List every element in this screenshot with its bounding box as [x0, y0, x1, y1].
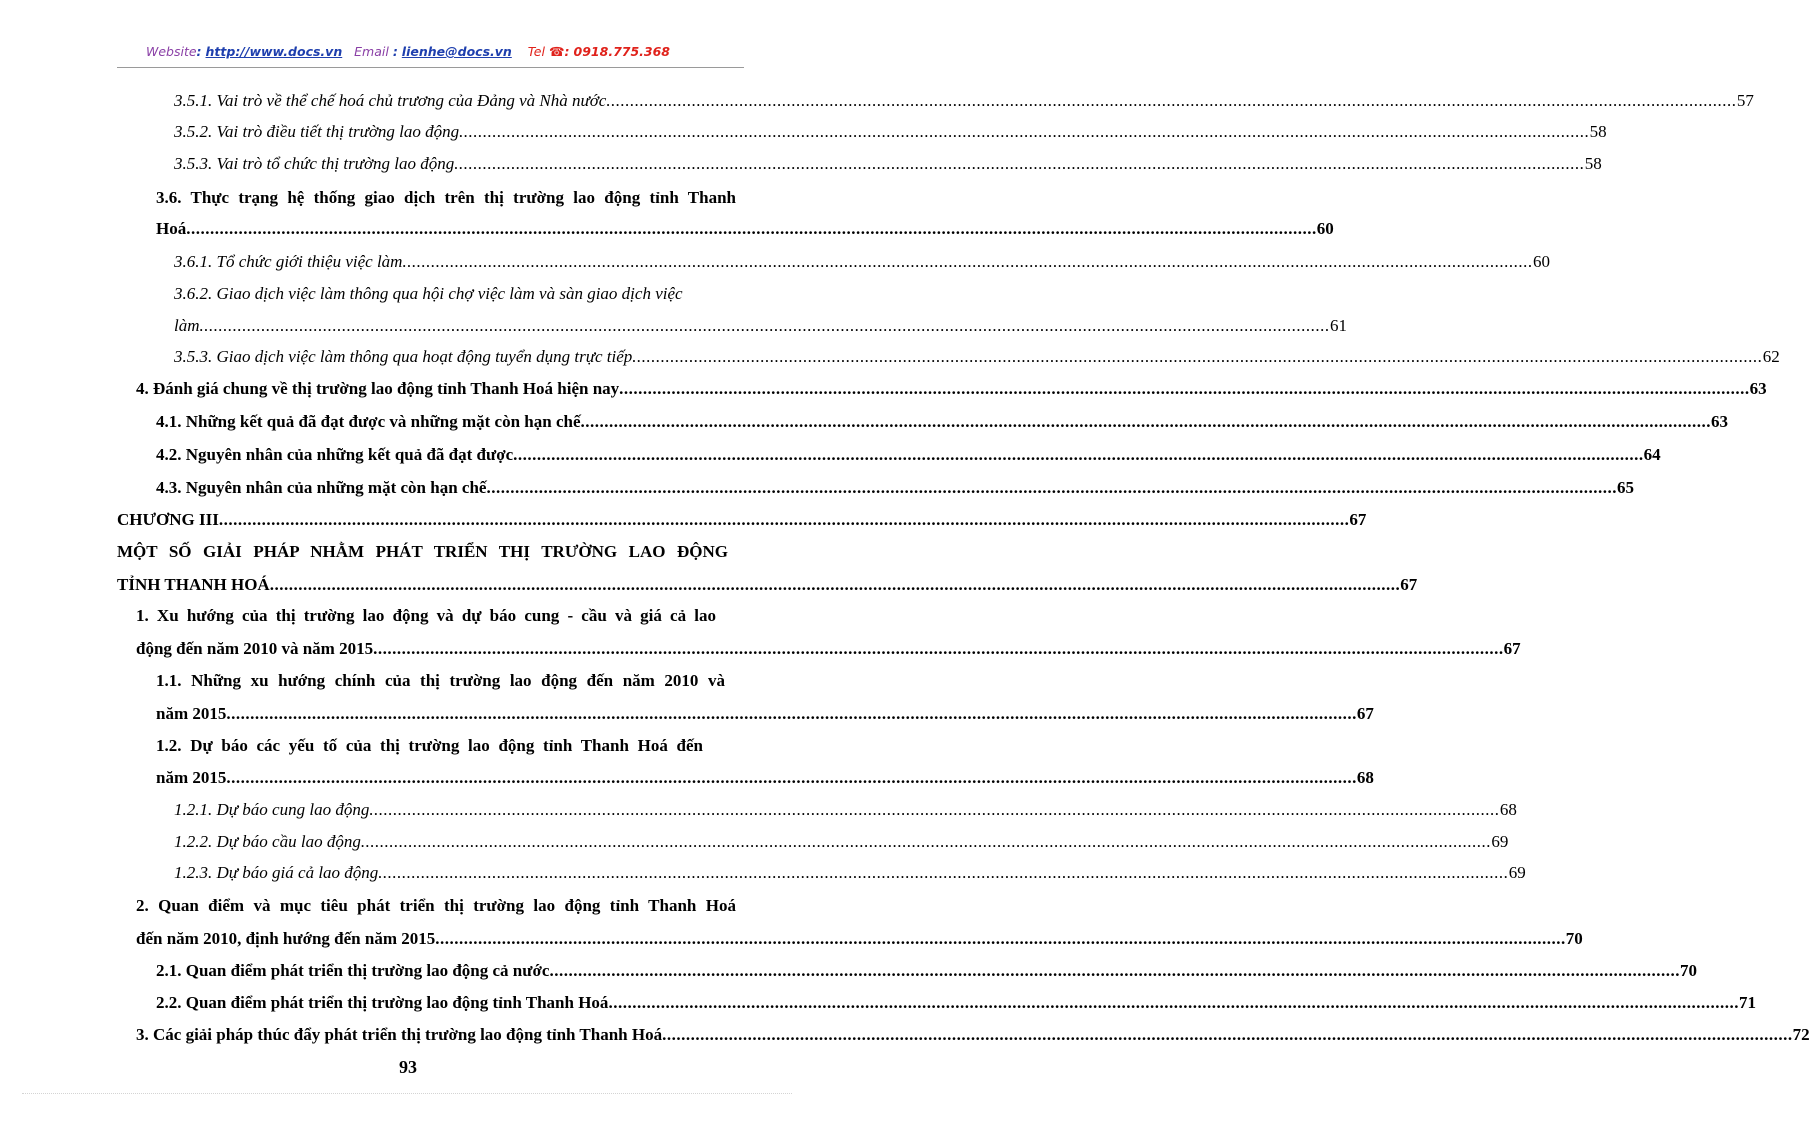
toc-entry[interactable]: 3.6. Thực trạng hệ thống giao dịch trên thị trường lao động tỉnh Thanh	[156, 188, 736, 207]
toc-page-number: 67	[1503, 639, 1521, 658]
phone-number: 0918.775.368	[573, 44, 671, 59]
toc-entry[interactable]: 1.2. Dự báo các yếu tố của thị trường lao động tỉnh Thanh Hoá đến	[156, 736, 703, 755]
toc-entry-continuation[interactable]: Hoá .............................................................................................................................................................................................................................................. 60	[156, 219, 1334, 238]
toc-entry[interactable]: 3.5.2. Vai trò điều tiết thị trường lao động .............................................................................................................................................................................................................................................. 58	[174, 122, 1607, 141]
toc-page-number: 67	[1349, 510, 1367, 529]
toc-entry[interactable]: 1.2.2. Dự báo cầu lao động .............................................................................................................................................................................................................................................. 69	[174, 832, 1509, 851]
toc-entry[interactable]: 3. Các giải pháp thúc đẩy phát triển thị trường lao động tỉnh Thanh Hoá .............................................................................................................................................................................................................................................. 72	[136, 1025, 1810, 1044]
toc-entry[interactable]: 2. Quan điểm và mục tiêu phát triển thị trường lao động tỉnh Thanh Hoá	[136, 896, 736, 915]
website-link[interactable]: http://www.docs.vn	[205, 44, 343, 59]
page-header: Website: http://www.docs.vn Email : lienhe@docs.vn Tel ☎: 0918.775.368	[145, 44, 671, 59]
toc-page-number: 69	[1508, 863, 1526, 882]
toc-page-number: 64	[1643, 445, 1661, 464]
toc-entry-continuation[interactable]: TỈNH THANH HOÁ .............................................................................................................................................................................................................................................. 67	[117, 575, 1418, 594]
toc-page-number: 67	[1356, 704, 1374, 723]
toc-entry-continuation[interactable]: đến năm 2010, định hướng đến năm 2015 .............................................................................................................................................................................................................................................. 70	[136, 929, 1583, 948]
toc-entry[interactable]: 3.6.2. Giao dịch việc làm thông qua hội chợ việc làm và sàn giao dịch việc	[174, 284, 683, 303]
toc-entry-continuation[interactable]: làm .............................................................................................................................................................................................................................................. 61	[174, 316, 1347, 335]
toc-entry[interactable]: 2.2. Quan điểm phát triển thị trường lao động tỉnh Thanh Hoá .............................................................................................................................................................................................................................................. 71	[156, 993, 1756, 1012]
website-label: Website	[145, 44, 197, 59]
toc-entry[interactable]: 2.1. Quan điểm phát triển thị trường lao động cả nước .............................................................................................................................................................................................................................................. 70	[156, 961, 1697, 980]
toc-page-number: 63	[1711, 412, 1728, 431]
toc-page-number: 57	[1736, 91, 1754, 110]
header-divider	[117, 67, 744, 68]
toc-entry[interactable]: 1. Xu hướng của thị trường lao động và dự báo cung - cầu và giá cả lao	[136, 606, 716, 625]
toc-page-number: 65	[1616, 478, 1634, 497]
toc-page-number: 68	[1356, 768, 1374, 787]
toc-entry-continuation[interactable]: năm 2015 .............................................................................................................................................................................................................................................. 68	[156, 768, 1374, 787]
toc-entry[interactable]: 1.2.1. Dự báo cung lao động .............................................................................................................................................................................................................................................. 68	[174, 800, 1517, 819]
toc-page-number: 58	[1589, 122, 1607, 141]
toc-page-number: 70	[1679, 961, 1697, 980]
toc-entry[interactable]: 3.6.1. Tổ chức giới thiệu việc làm .............................................................................................................................................................................................................................................. 60	[174, 252, 1550, 271]
page-number: 93	[399, 1057, 417, 1077]
tel-label: Tel	[527, 44, 545, 59]
toc-entry-chapter[interactable]: CHƯƠNG III .............................................................................................................................................................................................................................................. 67	[117, 510, 1367, 529]
phone-icon: ☎	[548, 44, 565, 59]
footer-divider	[22, 1093, 792, 1094]
toc-page-number: 72	[1792, 1025, 1810, 1044]
toc-page-number: 63	[1749, 379, 1767, 398]
email-link[interactable]: lienhe@docs.vn	[401, 44, 512, 59]
toc-entry[interactable]: 1.1. Những xu hướng chính của thị trường lao động đến năm 2010 và	[156, 671, 725, 690]
toc-page-number: 61	[1330, 316, 1347, 335]
toc-page-number: 62	[1762, 347, 1780, 366]
toc-page-number: 60	[1532, 252, 1550, 271]
toc-entry[interactable]: 4. Đánh giá chung về thị trường lao động tỉnh Thanh Hoá hiện nay .............................................................................................................................................................................................................................................. 63	[136, 379, 1767, 398]
toc-entry[interactable]: 3.5.1. Vai trò về thể chế hoá chủ trương của Đảng và Nhà nước .............................................................................................................................................................................................................................................. 57	[174, 91, 1754, 110]
toc-entry[interactable]: 4.1. Những kết quả đã đạt được và những mặt còn hạn chế .............................................................................................................................................................................................................................................. 63	[156, 412, 1728, 431]
toc-page-number: 60	[1316, 219, 1334, 238]
toc-page-number: 58	[1584, 154, 1602, 173]
toc-entry-chapter-title[interactable]: MỘT SỐ GIẢI PHÁP NHẰM PHÁT TRIỂN THỊ TRƯỜNG LAO ĐỘNG	[117, 542, 728, 561]
toc-entry[interactable]: 4.3. Nguyên nhân của những mặt còn hạn chế .............................................................................................................................................................................................................................................. 65	[156, 478, 1634, 497]
toc-entry-continuation[interactable]: động đến năm 2010 và năm 2015 .............................................................................................................................................................................................................................................. 67	[136, 639, 1521, 658]
toc-entry-continuation[interactable]: năm 2015 .............................................................................................................................................................................................................................................. 67	[156, 704, 1374, 723]
toc-entry[interactable]: 3.5.3. Vai trò tổ chức thị trường lao động .............................................................................................................................................................................................................................................. 58	[174, 154, 1602, 173]
toc-page-number: 70	[1565, 929, 1583, 948]
toc-page-number: 71	[1738, 993, 1756, 1012]
email-label: Email	[354, 44, 389, 59]
toc-entry[interactable]: 3.5.3. Giao dịch việc làm thông qua hoạt động tuyển dụng trực tiếp .............................................................................................................................................................................................................................................. 62	[174, 347, 1780, 366]
toc-entry[interactable]: 4.2. Nguyên nhân của những kết quả đã đạt được .............................................................................................................................................................................................................................................. 64	[156, 445, 1661, 464]
toc-page-number: 67	[1400, 575, 1418, 594]
toc-page-number: 69	[1491, 832, 1509, 851]
toc-page-number: 68	[1499, 800, 1517, 819]
toc-entry[interactable]: 1.2.3. Dự báo giá cả lao động .............................................................................................................................................................................................................................................. 69	[174, 863, 1526, 882]
